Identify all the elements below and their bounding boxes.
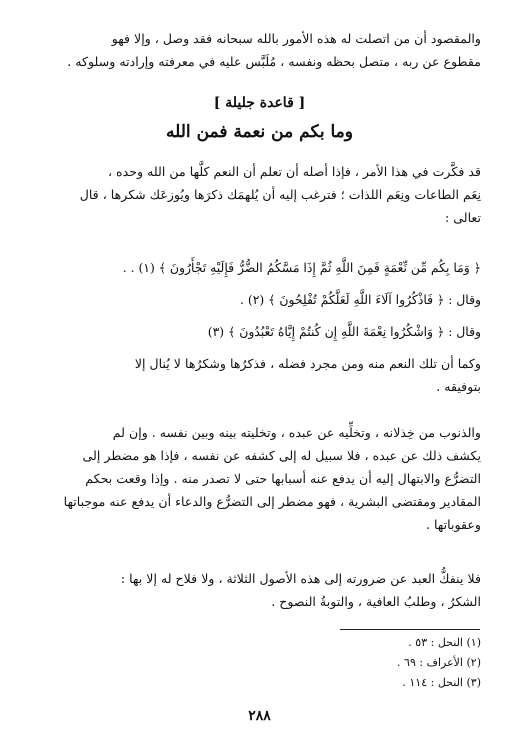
text-line: قد فكَّرت في هذا الأمر ، فإذا أصله أن تعلم أن النعم كلَّها من الله وحده ، — [107, 164, 481, 179]
intro-paragraph — [41, 160, 481, 229]
text-line: المقادير ومقتضى البشرية ، فهو مضطر إلى التضرُّع والدعاء أن يدفع عنه موجباتها — [63, 494, 481, 509]
footnote-ref: (١) . . — [122, 260, 155, 275]
footnote-2: (٢) الأعراف : ٦٩ . — [397, 656, 481, 669]
closing-paragraph — [41, 567, 481, 613]
page-number: ٢٨٨ — [248, 708, 271, 724]
opening-paragraph — [41, 27, 481, 73]
verse-text: ﴿ وَمَا بِكُم مِّن نِّعْمَةٍ فَمِنَ اللَّهِ ثُمَّ إِذَا مَسَّكُمُ الضُّرُّ فَإِلَيْهِ تَجْأَرُونَ ﴾ — [158, 260, 481, 275]
text-line: التضرُّع والابتهال إليه أن يدفع عنه أسبابها حتى لا تصدر منه . وإذا وقعت بحكم — [85, 471, 481, 486]
verse-prefix: وقال : — [448, 324, 481, 339]
text-line: وعقوباتها . — [426, 517, 481, 532]
text-line: الشكرُ ، وطلبُ العافية ، والتوبةُ النصوح . — [271, 594, 481, 609]
footnote-ref: (٢) . — [239, 292, 265, 307]
footnote-3: (٣) النحل : ١١٤ . — [402, 676, 481, 689]
text-line: نِعَم الطاعات ونِعَم اللذات ؛ فترغب إليه أن يُلهمَك ذكرَها ويُوزعَك شكرها ، قال — [79, 187, 481, 202]
quran-verse-2 — [41, 290, 481, 310]
quran-verse-1 — [41, 258, 481, 278]
verse-text: ﴿ وَاشْكُرُوا نِعْمَةَ اللَّهِ إِن كُنتُمْ إِيَّاهُ تَعْبُدُونَ ﴾ — [228, 324, 445, 339]
text-line: تعالى : — [445, 210, 481, 225]
text-line: فلا ينفكُّ العبد عن ضرورته إلى هذه الأصول الثلاثة ، ولا فلاح له إلا بها : — [120, 571, 481, 586]
footnote-ref: (٣) — [207, 324, 225, 339]
text-line: يكشف ذلك عن عبده ، فلا سبيل له إلى كشفه عن نفسه ، فإذا هو مضطر إلى — [82, 448, 481, 463]
quran-verse-3 — [41, 322, 481, 342]
text-line: والمقصود أن من اتصلت له هذه الأمور بالله سبحانه فقد وصل ، وإلا فهو — [111, 31, 481, 46]
verse-text: ﴿ فَاذْكُرُوا آلَاءَ اللَّهِ لَعَلَّكُمْ تُفْلِحُونَ ﴾ — [268, 292, 445, 307]
sins-paragraph — [41, 421, 481, 536]
text-line: مقطوع عن ربه ، متصل بحظه ونفسه ، مُلَبَّس عليه في معرفته وإرادته وسلوكه . — [67, 54, 481, 69]
footnote-divider — [340, 629, 480, 630]
text-line: والذنوب من خِذلانه ، وتخلِّيه عن عبده ، وتخليته بينه وبين نفسه . وإن لم — [112, 425, 481, 440]
text-line: بتوفيقه . — [436, 379, 481, 394]
section-title: وما بكم من نعمة فمن الله — [166, 122, 353, 142]
footnote-1: (١) النحل : ٥٣ . — [408, 636, 481, 649]
gratitude-paragraph — [41, 352, 481, 398]
verse-prefix: وقال : — [448, 292, 481, 307]
text-line: وكما أن تلك النعم منه ومن مجرد فضله ، فذكرُها وشكرُها لا يُنال إلا — [134, 356, 481, 371]
section-label: [ قاعدة جليلة ] — [213, 95, 306, 111]
